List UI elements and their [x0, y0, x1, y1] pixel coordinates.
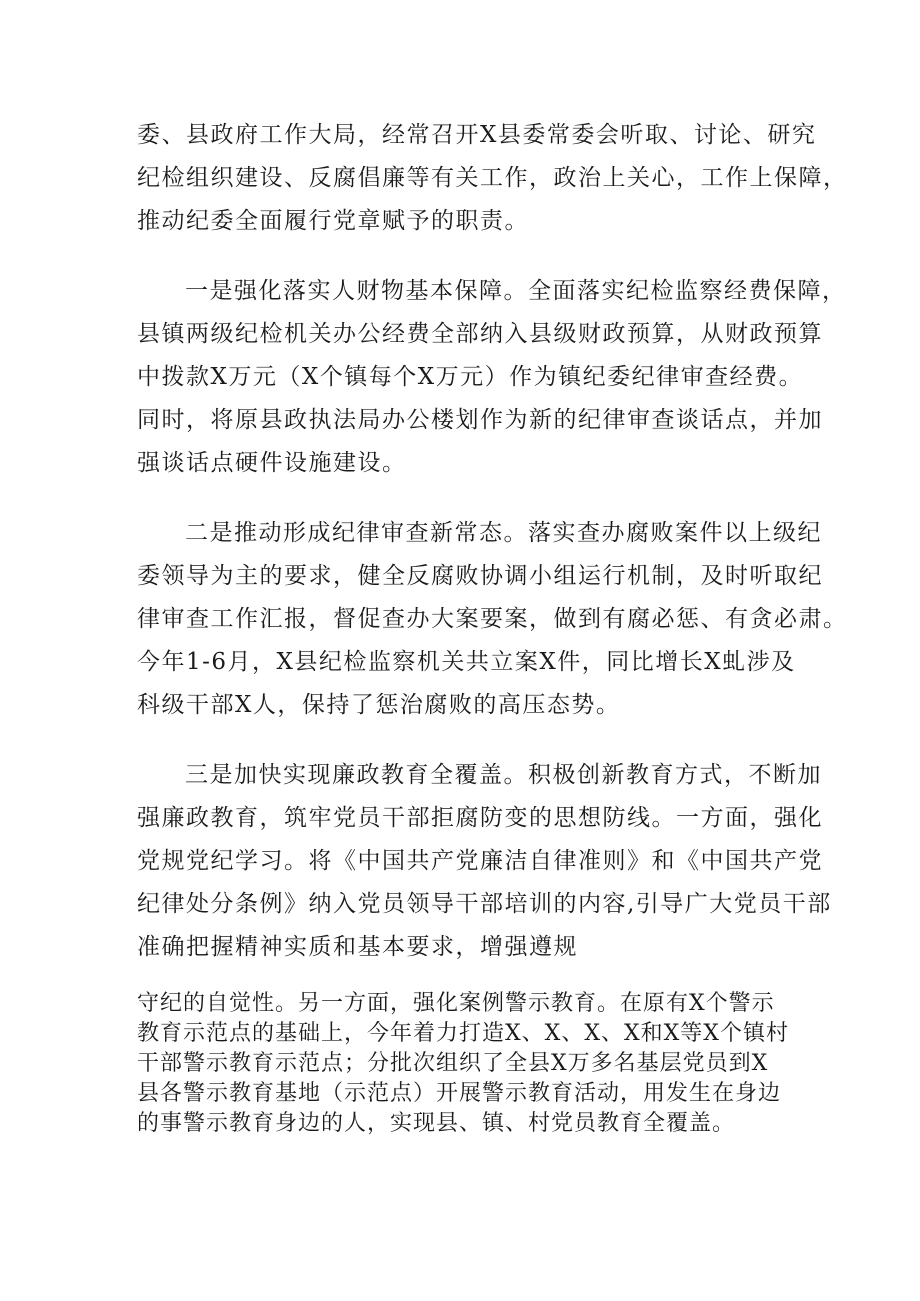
paragraph-line: 教育示范点的基础上，今年着力打造X、X、X、X和X等X个镇村 — [137, 1021, 789, 1046]
paragraph-line: 县各警示教育基地（示范点）开展警示教育活动，用发生在身边 — [137, 1081, 782, 1106]
paragraph-line: 三是加快实现廉政教育全覆盖。积极创新教育方式，不断加 — [185, 762, 822, 788]
paragraph-line: 同时，将原县政执法局办公楼划作为新的纪律审查谈话点，并加 — [137, 407, 823, 433]
paragraph-line: 委、县政府工作大局，经常召开X县委常委会听取、讨论、研究 — [137, 122, 817, 148]
paragraph-line: 二是推动形成纪律审查新常态。落实查办腐败案件以上级纪 — [185, 520, 822, 546]
paragraph-line: 中拨款X万元（X个镇每个X万元）作为镇纪委纪律审查经费。 — [137, 364, 804, 390]
paragraph-line: 守纪的自觉性。另一方面，强化案例警示教育。在原有X个警示 — [137, 991, 775, 1016]
paragraph-line: 县镇两级纪检机关办公经费全部纳入县级财政预算，从财政预算 — [137, 321, 823, 347]
paragraph-line: 强廉政教育，筑牢党员干部拒腐防变的思想防线。一方面，强化 — [137, 805, 823, 831]
paragraph-line: 干部警示教育示范点；分批次组织了全县X万多名基层党员到X — [137, 1051, 769, 1076]
paragraph-line: 律审查工作汇报，督促查办大案要案，做到有腐必惩、有贪必肃。 — [137, 606, 848, 632]
paragraph-line: 纪律处分条例》纳入党员领导干部培训的内容,引导广大党员干部 — [137, 891, 832, 917]
paragraph-line: 推动纪委全面履行党章赋予的职责。 — [137, 208, 529, 234]
paragraph-line: 委领导为主的要求，健全反腐败协调小组运行机制，及时听取纪 — [137, 563, 823, 589]
paragraph-line: 的事警示教育身边的人，实现县、镇、村党员教育全覆盖。 — [137, 1111, 736, 1136]
paragraph-line: 党规党纪学习。将《中国共产党廉洁自律准则》和《中国共产党 — [137, 848, 823, 874]
paragraph-line: 一是强化落实人财物基本保障。全面落实纪检监察经费保障， — [185, 278, 847, 304]
paragraph-line: 科级干部X人，保持了惩治腐败的高压态势。 — [137, 692, 621, 718]
paragraph-line: 纪检组织建设、反腐倡廉等有关工作，政治上关心，工作上保障， — [137, 165, 848, 191]
paragraph-line: 准确把握精神实质和基本要求，增强遵规 — [137, 934, 578, 960]
paragraph-line: 强谈话点硬件设施建设。 — [137, 450, 407, 476]
paragraph-line: 今年1-6月，X县纪检监察机关共立案X件，同比增长X虬涉及 — [137, 649, 796, 675]
